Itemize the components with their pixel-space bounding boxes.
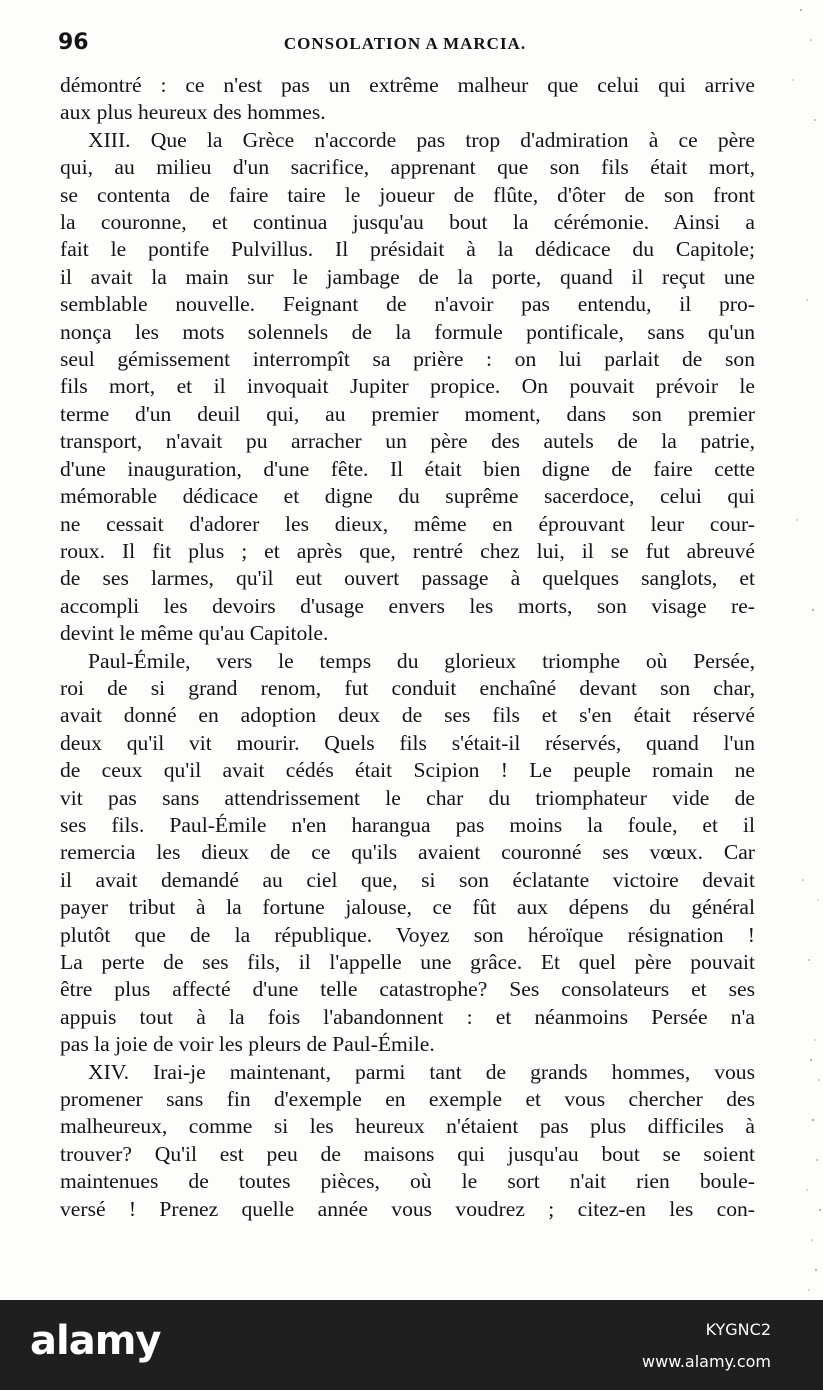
text-line: trouver? Qu'il est peu de maisons qui jusqu'au bout se soient (60, 1141, 755, 1166)
text-line: maintenues de toutes pièces, où le sort n'ait rien boule- (60, 1169, 755, 1194)
running-title: CONSOLATION A MARCIA. (283, 34, 527, 53)
text-line: semblable nouvelle. Feignant de n'avoir pas entendu, il pro- (60, 292, 755, 317)
text-line: aux plus heureux des hommes. (60, 100, 326, 125)
text-line: devint le même qu'au Capitole. (60, 621, 329, 646)
body-text (60, 72, 755, 1223)
text-line: remercia les dieux de ce qu'ils avaient couronné ses vœux. Car (60, 840, 755, 865)
text-line: terme d'un deuil qui, au premier moment, dans son premier (60, 401, 755, 426)
text-line: de ses larmes, qu'il eut ouvert passage à quelques sanglots, et (60, 566, 755, 591)
text-line: nonça les mots solennels de la formule pontificale, sans qu'un (60, 319, 755, 344)
text-line: promener sans fin d'exemple en exemple et vous chercher des (60, 1087, 755, 1112)
text-line: appuis tout à la fois l'abandonnent : et néanmoins Persée n'a (60, 1004, 755, 1029)
text-line: il avait demandé au ciel que, si son éclatante victoire devait (60, 867, 755, 892)
text-line: payer tribut à la fortune jalouse, ce fût aux dépens du général (60, 895, 755, 920)
text-line: se contenta de faire taire le joueur de flûte, d'ôter de son front (60, 182, 755, 207)
text-line: fait le pontife Pulvillus. Il présidait à la dédicace du Capitole; (60, 237, 755, 262)
text-line: fils mort, et il invoquait Jupiter propice. On pouvait prévoir le (60, 374, 755, 399)
text-line: transport, n'avait pu arracher un père des autels de la patrie, (60, 429, 755, 454)
text-line: XIV. Irai-je maintenant, parmi tant de grands hommes, vous (88, 1059, 755, 1084)
text-line: la couronne, et continua jusqu'au bout la cérémonie. Ainsi a (60, 210, 755, 235)
text-line: qui, au milieu d'un sacrifice, apprenant que son fils était mort, (60, 155, 755, 180)
text-line: avait donné en adoption deux de ses fils et s'en était réservé (60, 703, 755, 728)
page-number: 96 (58, 30, 89, 55)
text-line: roi de si grand renom, fut conduit enchaîné devant son char, (60, 675, 755, 700)
text-line: mémorable dédicace et digne du suprême sacerdoce, celui qui (60, 484, 755, 509)
text-line: démontré : ce n'est pas un extrême malheur que celui qui arrive (60, 73, 755, 97)
text-line: pas la joie de voir les pleurs de Paul-Émile. (60, 1032, 435, 1057)
watermark-bar (0, 1300, 823, 1390)
text-line: versé ! Prenez quelle année vous voudrez ; citez-en les con- (60, 1196, 755, 1221)
text-line: XIII. Que la Grèce n'accorde pas trop d'admiration à ce père (88, 127, 755, 152)
text-line: ses fils. Paul-Émile n'en harangua pas moins la foule, et il (60, 812, 755, 837)
text-line: de ceux qu'il avait cédés était Scipion ! Le peuple romain ne (60, 758, 755, 783)
text-line: plutôt que de la république. Voyez son héroïque résignation ! (60, 922, 755, 947)
text-line: d'une inauguration, d'une fête. Il était bien digne de faire cette (60, 456, 755, 481)
page-header (58, 30, 752, 60)
text-line: seul gémissement interrompît sa prière : on lui parlait de son (60, 347, 755, 372)
text-line: accompli les devoirs d'usage envers les morts, son visage re- (60, 593, 755, 618)
text-line: malheureux, comme si les heureux n'étaient pas plus difficiles à (60, 1114, 755, 1139)
text-line: roux. Il fit plus ; et après que, rentré chez lui, il se fut abreuvé (60, 538, 755, 563)
text-line: Paul-Émile, vers le temps du glorieux triomphe où Persée, (88, 648, 755, 673)
text-line: vit pas sans attendrissement le char du triomphateur vide de (60, 785, 755, 810)
scan-noise-margin (763, 0, 823, 1300)
text-line: ne cessait d'adorer les dieux, même en éprouvant leur cour- (60, 511, 755, 536)
alamy-logo: alamy (30, 1318, 161, 1364)
text-line: deux qu'il vit mourir. Quels fils s'était-il réservés, quand l'un (60, 730, 755, 755)
text-line: La perte de ses fils, il l'appelle une grâce. Et quel père pouvait (60, 950, 755, 974)
site-url: www.alamy.com (642, 1352, 771, 1371)
image-id: KYGNC2 (705, 1320, 771, 1339)
text-line: il avait la main sur le jambage de la porte, quand il reçut une (60, 264, 755, 289)
text-line: être plus affecté d'une telle catastrophe? Ses consolateurs et ses (60, 977, 755, 1002)
